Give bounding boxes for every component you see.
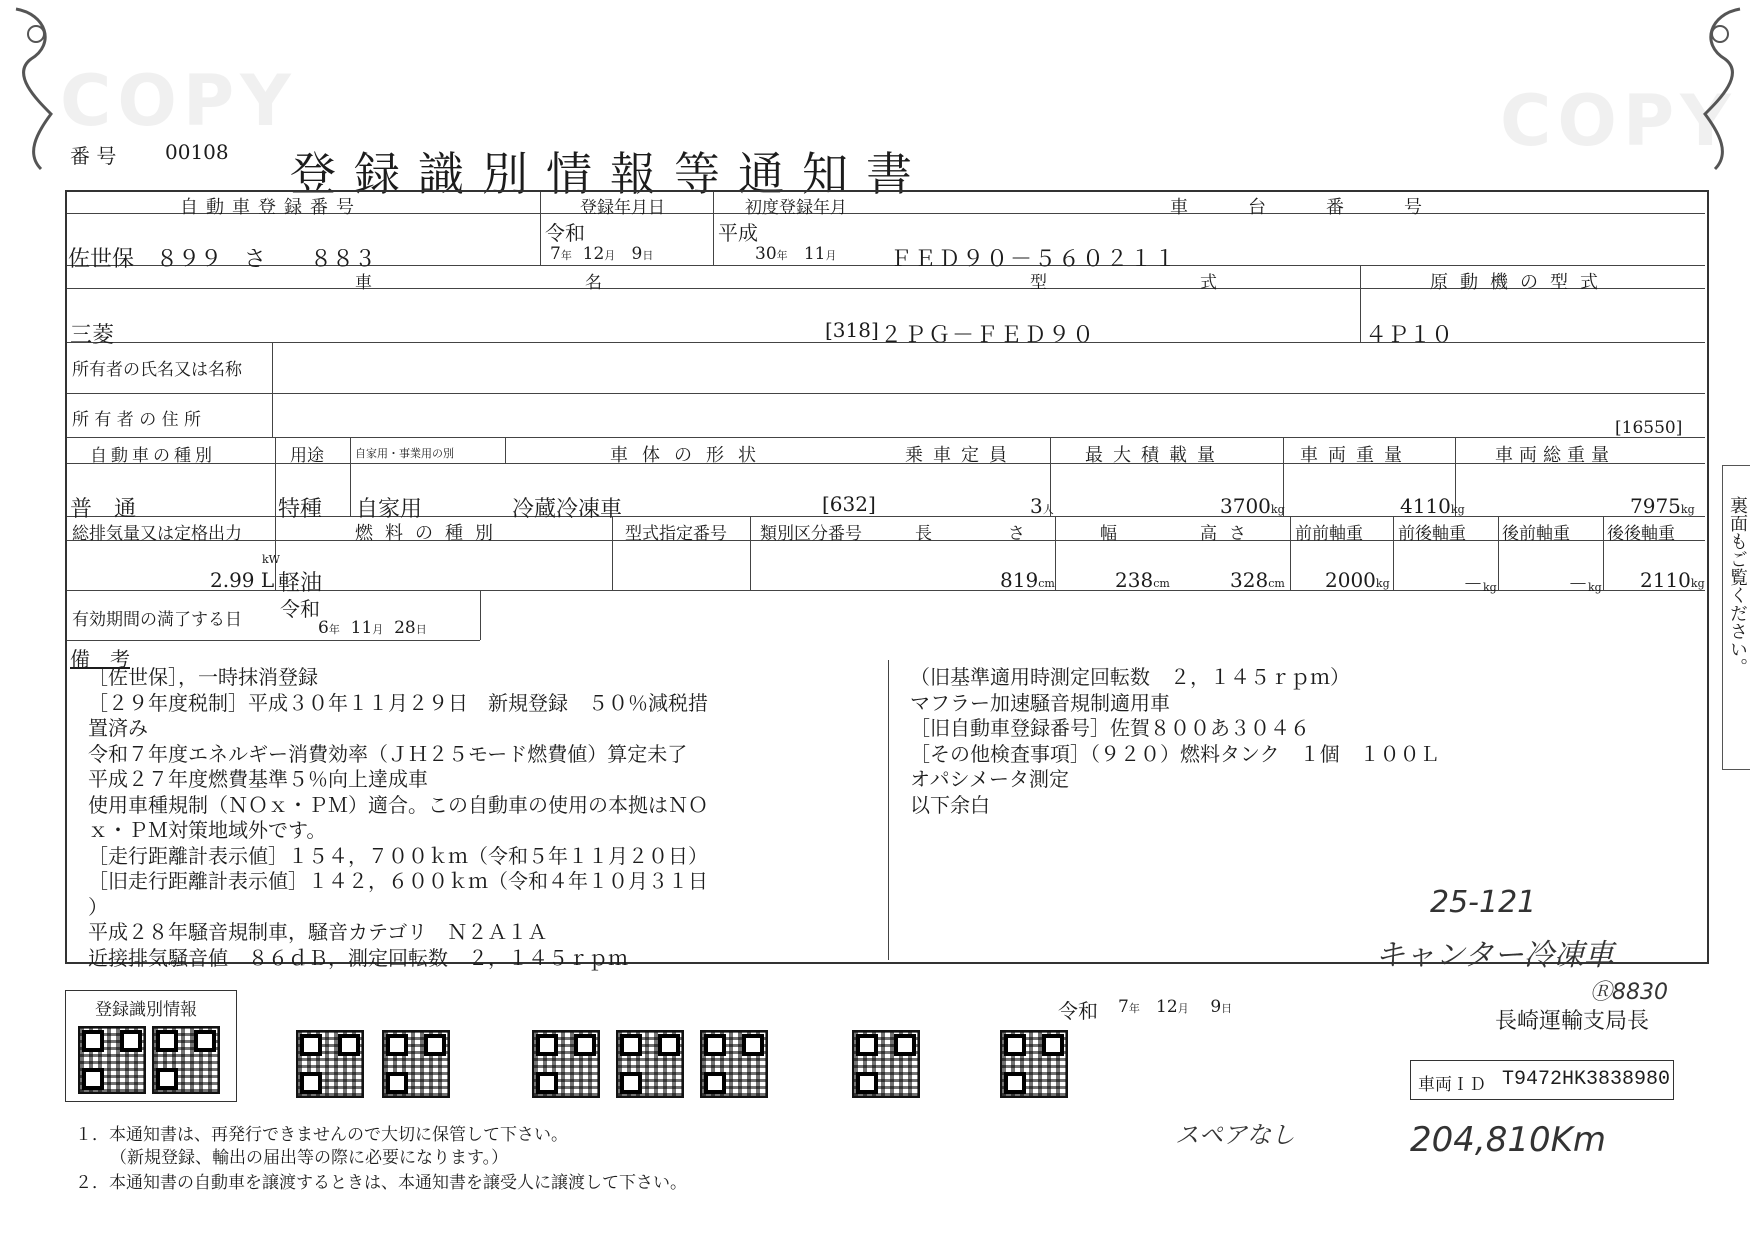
body-value: 冷蔵冷凍車 — [512, 497, 623, 522]
length-value: 819cm — [1000, 568, 1055, 592]
chassis-header: 車台番号 — [1170, 197, 1482, 218]
max-load-value: 3700kg — [1220, 494, 1285, 518]
use-header: 用途 — [290, 446, 324, 466]
weight-header: 車両重量 — [1300, 445, 1412, 466]
model-header-2: 式 — [1200, 273, 1217, 293]
issue-era: 令和 — [1058, 999, 1098, 1023]
document-number: 00108 — [165, 140, 229, 164]
fr-axle-header: 前後軸重 — [1398, 524, 1466, 544]
qr-code-icon — [382, 1030, 450, 1098]
remarks-right-line: （旧基準適用時測定回転数 ２，１４５ｒｐｍ） — [910, 665, 1350, 689]
reg-info-label: 登録識別情報 — [95, 1000, 197, 1020]
remarks-left-line: ［２９年度税制］平成３０年１１月２９日 新規登録 ５０％減税措 — [88, 690, 708, 715]
remarks-left-line: ［旧走行距離計表示値］１４２，６００ｋｍ（令和４年１０月３１日 — [88, 869, 708, 893]
document-title: 登録識別情報等通知書 — [290, 147, 930, 201]
owner-code: [16550] — [1615, 418, 1683, 438]
remarks-left-line: 使用車種規制（ＮＯｘ・ＰＭ）適合。この自動車の使用の本拠はＮＯ — [88, 792, 708, 817]
qr-code-icon — [1000, 1030, 1068, 1098]
remarks-label: 備 考 — [70, 647, 130, 671]
width-header: 幅 — [1100, 524, 1117, 544]
issue-date: 7年 12月 9日 — [1118, 997, 1233, 1017]
footer-note-1: １．本通知書は、再発行できませんので大切に保管して下さい。 — [75, 1125, 568, 1145]
ornament-left-icon — [6, 4, 66, 174]
name-header-2: 名 — [585, 273, 602, 293]
model-header-1: 型 — [1030, 273, 1047, 293]
displacement-header: 総排気量又は定格出力 — [72, 524, 242, 544]
first-reg-era: 平成 — [718, 221, 758, 245]
kind-header: 自動車の種別 — [90, 446, 216, 466]
model-code: [318] — [825, 318, 879, 342]
height-header: 高さ — [1200, 524, 1258, 544]
fuel-header: 燃料の種別 — [355, 523, 505, 544]
type-approval-header: 型式指定番号 — [625, 524, 727, 544]
remarks-right-line: オパシメータ測定 — [910, 767, 1069, 791]
expiry-label: 有効期間の満了する日 — [72, 610, 242, 630]
gross-value: 7975kg — [1630, 494, 1695, 518]
remarks-left-line: 近接排気騒音値 ８６ｄＢ，測定回転数 ２，１４５ｒｐｍ — [88, 945, 628, 970]
qr-code-icon — [532, 1030, 600, 1098]
category-header: 類別区分番号 — [760, 524, 862, 544]
rf-axle-header: 後前軸重 — [1502, 524, 1570, 544]
reg-number-header: 自動車登録番号 — [180, 197, 362, 218]
model-value: ２ＰＧ－ＦＥＤ９０ — [880, 323, 1097, 348]
use-value: 特種 — [278, 497, 323, 522]
vehicle-name: 三菱 — [70, 323, 115, 348]
vehicle-id-value: T9472HK3838980 — [1502, 1068, 1671, 1091]
remarks-left-line: 平成２８年騒音規制車，騒音カテゴリ Ｎ２Ａ１Ａ — [88, 920, 548, 944]
copy-watermark-right: COPY — [1500, 80, 1737, 162]
expiry-date: 6年 11月 28日 — [318, 618, 427, 638]
body-header: 車体の形状 — [610, 445, 770, 466]
handwritten-note-5: 204,810Km — [1410, 1120, 1607, 1160]
remarks-left-line: ［佐世保］，一時抹消登録 — [88, 665, 318, 689]
rf-axle-value: －kg — [1568, 572, 1602, 596]
first-reg-date: 30年 11月 — [755, 244, 837, 264]
first-reg-header: 初度登録年月 — [745, 198, 847, 218]
remarks-left-line: ｘ・ＰＭ対策地域外です。 — [88, 818, 327, 842]
remarks-left — [88, 665, 708, 971]
qr-code-icon — [78, 1026, 146, 1094]
capacity-value: 3人 — [1030, 494, 1054, 518]
name-header-1: 車 — [355, 273, 372, 293]
displacement-unit: kW — [262, 553, 280, 566]
vehicle-id-label: 車両ＩＤ — [1418, 1075, 1486, 1095]
qr-code-icon — [700, 1030, 768, 1098]
handwritten-note-2: キャンター冷凍車 — [1375, 938, 1614, 973]
footer-note-2: ２．本通知書の自動車を譲渡するときは、本通知書を譲受人に譲渡して下さい。 — [75, 1173, 687, 1193]
copy-watermark-left: COPY — [60, 60, 297, 142]
length-header-2: さ — [1008, 524, 1025, 544]
height-value: 328cm — [1230, 568, 1285, 592]
ff-axle-header: 前前軸重 — [1295, 524, 1363, 544]
private-value: 自家用 — [356, 497, 423, 522]
handwritten-note-4: スペアなし — [1175, 1121, 1295, 1149]
width-value: 238cm — [1115, 568, 1170, 592]
engine-value: ４Ｐ１０ — [1365, 323, 1454, 348]
chassis-number: ＦＥＤ９０－５６０２１１ — [890, 247, 1179, 272]
handwritten-note-3: Ⓡ8830 — [1590, 980, 1668, 1005]
qr-code-icon — [152, 1026, 220, 1094]
remarks-left-line: 平成２７年度燃費基準５％向上達成車 — [88, 767, 428, 791]
remarks-right-line: 以下余白 — [910, 792, 990, 817]
reg-date: 7年 12月 9日 — [550, 244, 654, 264]
remarks-right-line: マフラー加速騒音規制適用車 — [910, 690, 1170, 715]
expiry-era: 令和 — [280, 597, 320, 621]
body-code: [632] — [822, 492, 876, 516]
rr-axle-header: 後後軸重 — [1607, 524, 1675, 544]
kind-value: 普 通 — [70, 497, 137, 522]
max-load-header: 最大積載量 — [1085, 445, 1225, 466]
fr-axle-value: －kg — [1463, 572, 1497, 596]
length-header-1: 長 — [915, 524, 932, 544]
rr-axle-value: 2110kg — [1640, 568, 1705, 592]
reg-number-value: 佐世保 ８９９ さ ８８３ — [68, 247, 377, 272]
remarks-right-line: ［旧自動車登録番号］佐賀８００あ３０４６ — [910, 716, 1310, 740]
reg-date-header: 登録年月日 — [580, 198, 665, 218]
owner-address-label: 所 有 者 の 住 所 — [72, 410, 202, 430]
ff-axle-value: 2000kg — [1325, 568, 1390, 592]
fuel-value: 軽油 — [278, 571, 323, 596]
remarks-right-line: ［その他検査事項］（９２０）燃料タンク １個 １００Ｌ — [910, 741, 1440, 766]
qr-code-icon — [296, 1030, 364, 1098]
engine-header: 原動機の型式 — [1430, 272, 1610, 293]
remarks-left-line: ） — [88, 894, 108, 919]
remarks-left-line: 置済み — [88, 716, 148, 740]
remarks-left-line: ［走行距離計表示値］１５４，７００ｋｍ（令和５年１１月２０日） — [88, 843, 708, 868]
reg-date-era: 令和 — [545, 221, 585, 245]
displacement-value: 2.99 L — [210, 568, 275, 592]
capacity-header: 乗車定員 — [905, 445, 1017, 466]
number-label: 番 号 — [70, 144, 117, 168]
qr-code-icon — [616, 1030, 684, 1098]
remarks-right — [910, 665, 1440, 818]
office-name: 長崎運輸支局長 — [1495, 1009, 1650, 1034]
remarks-left-line: 令和７年度エネルギー消費効率（ＪＨ２５モード燃費値）算定未了 — [88, 741, 688, 766]
private-header: 自家用・事業用の別 — [355, 447, 454, 460]
weight-value: 4110kg — [1400, 494, 1465, 518]
handwritten-note-1: 25-121 — [1430, 885, 1537, 920]
footer-note-1b: （新規登録、輸出の届出等の際に必要になります。） — [110, 1148, 509, 1168]
qr-code-icon — [852, 1030, 920, 1098]
gross-header: 車両総重量 — [1495, 445, 1615, 466]
owner-name-label: 所有者の氏名又は名称 — [72, 360, 242, 380]
side-note: 裏面もご覧ください。 — [1722, 465, 1750, 770]
ornament-right-icon — [1690, 4, 1750, 174]
